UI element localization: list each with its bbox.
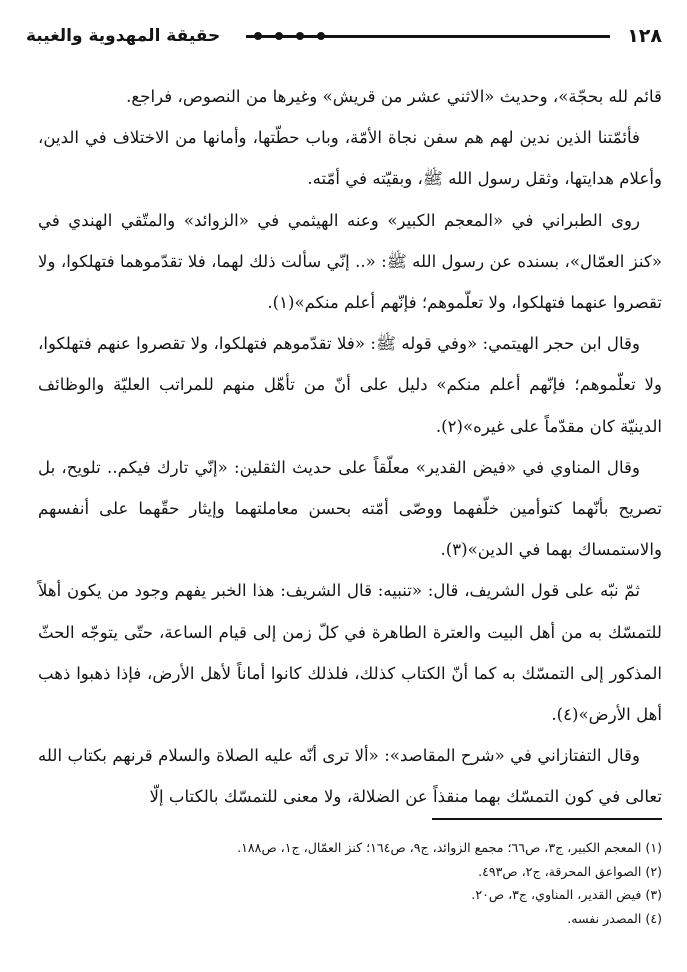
footnotes [150, 836, 662, 930]
footnote: (١) المعجم الكبير، ج٣، ص٦٦؛ مجمع الزوائد، ج٩، ص١٦٤؛ كنز العمّال، ج١، ص١٨٨. [237, 840, 662, 855]
main-text [38, 76, 662, 818]
page-number: ١٢٨ [627, 25, 662, 47]
footnote: (٣) فيض القدير، المناوي، ج٣، ص٢٠. [471, 887, 662, 902]
paragraph: وقال ابن حجر الهيتمي: «وفي قوله ﷺ: «فلا تقدّموهم فتهلكوا، ولا تقصروا عنهم فتهلكوا، ولا تعلّموهم؛ فإنّهم أعلم منكم» دليل على أنّ من تأهّل منهم للمراتب العليّة والوظائف الدينيّة كان مقدّماً على غيره»(٢). [38, 334, 662, 436]
footnote-separator [432, 818, 662, 820]
paragraph: وقال التفتازاني في «شرح المقاصد»: «ألا ترى أنّه عليه الصلاة والسلام قرنهم بكتاب الله تعالى في كون التمسّك بهما منقذاً عن الضلالة، ولا معنى للتمسّك بالكتاب إلّا [38, 746, 662, 807]
header-ornament-dots [248, 29, 338, 43]
paragraph: روى الطبراني في «المعجم الكبير» وعنه الهيثمي في «الزوائد» والمتّقي الهندي في «كنز العمّال»، بسنده عن رسول الله ﷺ: «.. إنّي سألت ذلك لهما، فلا تقدّموهما فتهلكوا، ولا تقصروا عنهما فتهلكوا، ولا تعلّموهم؛ فإنّهم أعلم منكم»(١). [38, 210, 662, 313]
paragraph: وقال المناوي في «فيض القدير» معلّقاً على حديث الثقلين: «إنّي تارك فيكم.. تلويح، بل تصريح بأنّهما كتوأمين خلّفهما ووصّى أمّته بحسن معاملتهما وإيثار حقّهما على أنفسهم والاستمساك بهما في الدين»(٣). [38, 457, 662, 560]
running-title: حقيقة المهدوية والغيبة [26, 26, 221, 46]
paragraph: فأئمّتنا الذين ندين لهم هم سفن نجاة الأمّة، وباب حطّتها، وأمانها من الاختلاف في الدين، وأعلام هدايتها، وثقل رسول الله ﷺ، وبقيّته في أمّته. [38, 128, 662, 189]
footnote: (٤) المصدر نفسه. [567, 910, 662, 926]
paragraph: ثمّ نبّه على قول الشريف، قال: «تنبيه: قال الشريف: هذا الخبر يفهم وجود من يكون أهلاً للتمسّك به من أهل البيت والعترة الطاهرة في كلّ زمن إلى قيام الساعة، حتّى يتوجّه الحثّ المذكور إلى التمسّك به كما أنّ الكتاب كذلك، فلذلك كانوا أماناً لأهل الأرض، فإذا ذهبوا ذهب أهل الأرض»(٤). [38, 581, 662, 725]
paragraph: قائم لله بحجّة»، وحديث «الاثني عشر من قريش» وغيرها من النصوص، فراجع. [126, 87, 662, 106]
page-header [26, 22, 662, 52]
footnote: (٢) الصواعق المحرقة، ج٢، ص٤٩٣. [478, 863, 662, 879]
